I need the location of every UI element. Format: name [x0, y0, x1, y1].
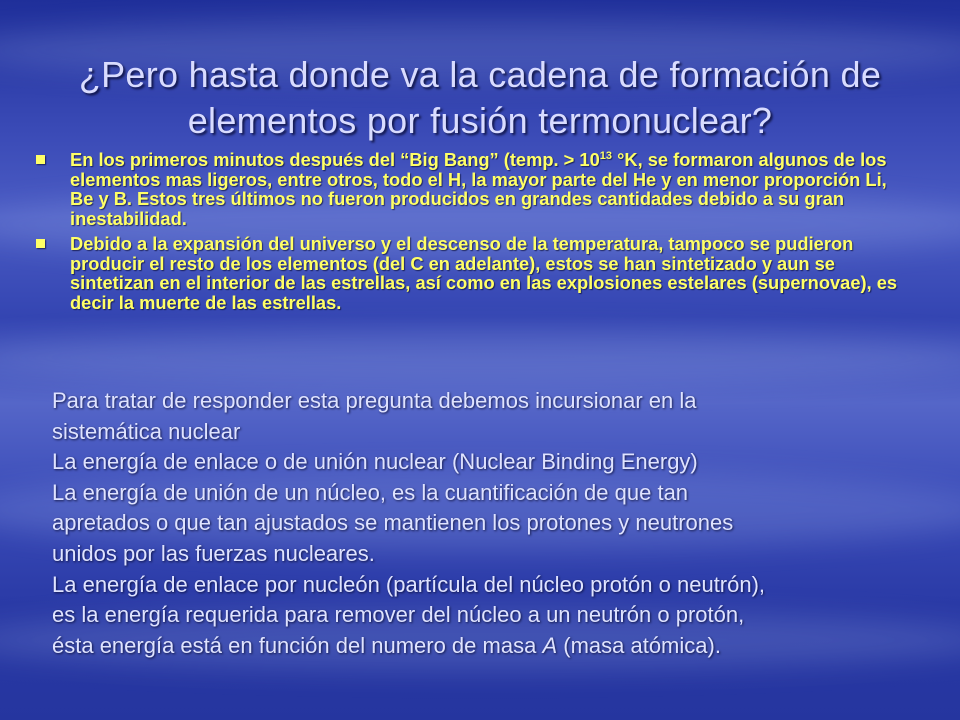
bullet-text: Debido a la expansión del universo y el descenso de la temperatura, tampoco se pudieron producir el resto de los elementos (del C en adelante), estos se han sintetizado y aun se sintetizan en el interior de las estrellas, así como en las explosiones estelares (supernovae), es decir la muerte de las estrellas.: [70, 233, 898, 313]
body-line-text: (masa atómica).: [557, 632, 721, 658]
body-line: apretados o que tan ajustados se mantienen los protones y neutrones: [52, 510, 734, 536]
body-line: unidos por las fuerzas nucleares.: [52, 540, 375, 566]
bullet-text: °K, se formaron algunos de los elementos mas ligeros, entre otros, todo el H, la mayor parte del He y en menor proporción Li, Be y B. Estos tres últimos no fueron producidos en grandes cantidades debido a su gran inestabilidad.: [70, 149, 887, 229]
slide-title: [40, 52, 920, 144]
bullet-superscript: 13: [599, 149, 613, 162]
body-line: es la energía requerida para remover del núcleo a un neutrón o protón,: [52, 602, 745, 628]
bullet-item: [34, 150, 914, 228]
mass-number-symbol: A: [542, 632, 558, 658]
square-bullet-icon: [36, 155, 45, 164]
body-line: [52, 631, 932, 662]
body-text: [52, 386, 932, 661]
bullet-list: [34, 150, 914, 318]
body-line: La energía de unión de un núcleo, es la cuantificación de que tan: [52, 479, 689, 505]
body-line: La energía de enlace por nucleón (partícula del núcleo protón o neutrón),: [52, 571, 766, 597]
bullet-item: [34, 234, 914, 312]
body-line: La energía de enlace o de unión nuclear (Nuclear Binding Energy): [52, 449, 698, 475]
body-line: Para tratar de responder esta pregunta debemos incursionar en la: [52, 388, 697, 413]
slide-title-line: elementos por fusión termonuclear?: [187, 100, 773, 141]
slide-title-line: ¿Pero hasta donde va la cadena de formación de: [78, 54, 882, 95]
body-line-text: ésta energía está en función del numero de masa: [52, 632, 543, 658]
bullet-text: En los primeros minutos después del “Big Bang” (temp. > 10: [70, 149, 600, 170]
square-bullet-icon: [36, 239, 45, 248]
body-line: sistemática nuclear: [52, 418, 241, 444]
